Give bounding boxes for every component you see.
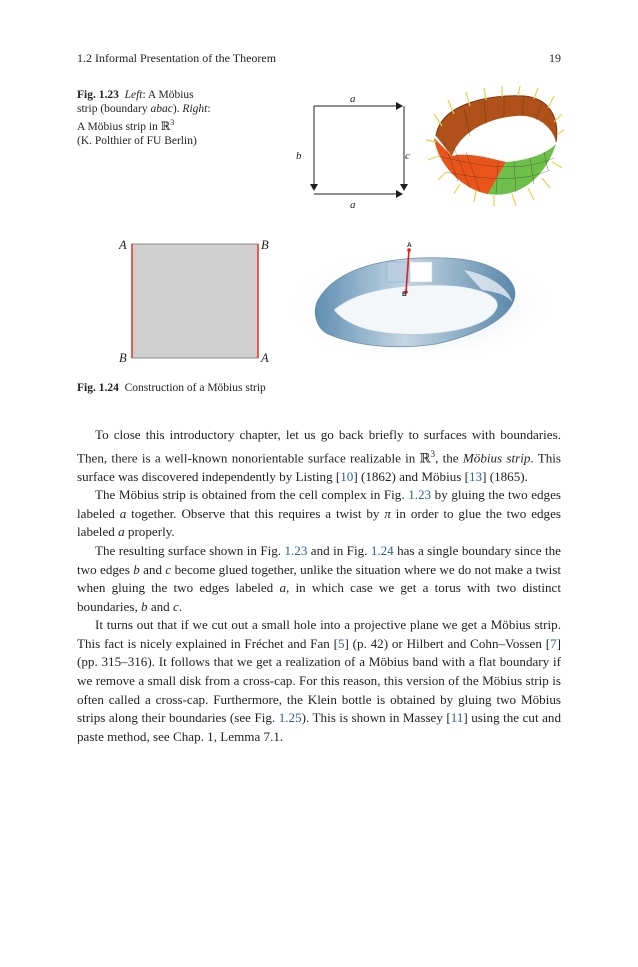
reference-link[interactable]: 1.25: [278, 710, 302, 726]
reference-link[interactable]: 10: [340, 468, 354, 484]
reference-link[interactable]: 1.23: [284, 542, 308, 558]
text-run: together. Observe that this requires a twist by: [126, 505, 385, 521]
text-run: ] using the cut and paste method, see Chap. 1, Lemma 7.1.: [77, 710, 562, 744]
reference-link[interactable]: 1.24: [370, 542, 394, 558]
text-run: abac: [150, 103, 173, 115]
body-text: [77, 426, 561, 746]
gluing-square: [132, 244, 258, 358]
reference-link[interactable]: 11: [450, 710, 464, 726]
text-run: The resulting surface shown in Fig.: [95, 542, 285, 558]
page-number: 19: [549, 51, 561, 65]
text-run: 3: [430, 448, 436, 459]
text-run: by gluing the two edges labeled: [77, 487, 562, 521]
text-run: The Möbius strip is obtained from the cell complex in Fig.: [95, 487, 409, 503]
text-run: properly.: [124, 524, 175, 540]
text-run: in order to glue the two edges labeled: [77, 505, 562, 540]
text-run: 3: [170, 118, 175, 127]
text-run: and in Fig.: [307, 542, 371, 558]
text-run: (K. Polthier of FU Berlin): [77, 134, 197, 147]
mobius-strip-render: [424, 86, 564, 208]
text-run: To close this introductory chapter, let us go back briefly to surfaces with boundaries. Then, there is a well-known nonorientable surface realizable in ℝ: [77, 427, 561, 465]
reference-link[interactable]: 5: [337, 635, 345, 651]
label-A-bottom-right: A: [261, 351, 269, 365]
twisted-strip-render: [276, 240, 566, 370]
fig-1-24-square-diagram: [128, 238, 268, 364]
text-run: . This surface was discovered independently by Listing [: [77, 449, 561, 484]
fig-1-24-caption-text: Construction of a Möbius strip: [124, 382, 266, 394]
label-A-top-left: A: [119, 238, 127, 252]
text-run: , in which case we get a torus with two distinct boundaries,: [77, 580, 561, 614]
text-run: and: [139, 561, 166, 577]
text-run: b: [141, 598, 148, 614]
fig-1-23-caption: [77, 88, 267, 148]
text-run: a: [279, 580, 286, 596]
label-a-bottom: a: [350, 199, 356, 211]
paragraph-1: [77, 426, 561, 486]
text-run: π: [384, 505, 391, 521]
text-run: : A Möbius: [142, 89, 194, 101]
text-run: Right: [182, 103, 208, 115]
text-run: c: [165, 561, 172, 577]
text-run: ). This is shown in Massey [: [301, 710, 451, 726]
reference-link[interactable]: 13: [469, 468, 483, 484]
label-a-top: a: [350, 93, 356, 105]
text-run: :: [207, 103, 211, 115]
text-run: c: [173, 598, 179, 614]
paragraph-4: [77, 616, 561, 746]
label-B-bottom-left: B: [119, 351, 127, 365]
running-header: 1.2 Informal Presentation of the Theorem: [77, 51, 277, 65]
fig-1-24-label: Fig. 1.24: [77, 382, 119, 394]
text-run: ] (1865).: [482, 468, 528, 484]
text-run: ] (pp. 315–316). It follows that we get a realization of a Möbius band with a flat boundary if we remove a small disk from a cross-cap. For this reason, this version of the Möbius strip is often called a cross-cap. Furthermore, the Klein bottle is obtained by gluing two Möbius strips along their boundaries (see Fig.: [77, 635, 561, 726]
label-b-left: b: [296, 150, 302, 162]
reference-link[interactable]: 1.23: [408, 487, 432, 503]
text-run: A Möbius strip in ℝ: [77, 120, 171, 133]
strip-label-A: A: [407, 242, 412, 249]
text-run: become glued together, unlike the situation where we do not make a twist when gluing the two edges labeled: [77, 561, 562, 596]
text-run: .: [178, 598, 183, 614]
text-run: Left: [124, 89, 143, 101]
text-run: a: [118, 524, 125, 540]
text-run: Möbius strip: [462, 449, 531, 465]
text-run: b: [133, 561, 140, 577]
fig-1-24-caption: [77, 381, 266, 395]
label-c-right: c: [405, 150, 410, 162]
text-run: ).: [172, 103, 183, 115]
text-run: It turns out that if we cut out a small hole into a projective plane we get a Möbius strip. This fact is nicely explained in Fréchet and Fan [: [77, 617, 561, 651]
text-run: ] (p. 42) or Hilbert and Cohn–Vossen [: [344, 635, 551, 651]
label-B-top-right: B: [261, 238, 269, 252]
fig-1-23-label: Fig. 1.23: [77, 89, 119, 101]
text-run: strip (boundary: [77, 103, 151, 115]
paragraph-2: [77, 486, 561, 542]
text-run: has a single boundary since the two edges: [77, 542, 561, 577]
text-run: and: [147, 598, 173, 614]
strip-label-B: B: [402, 291, 407, 298]
text-run: a: [119, 505, 127, 521]
paragraph-3: [77, 542, 561, 616]
text-run: , the: [435, 449, 463, 465]
text-run: ] (1862) and Möbius [: [353, 468, 469, 484]
reference-link[interactable]: 7: [550, 635, 557, 651]
